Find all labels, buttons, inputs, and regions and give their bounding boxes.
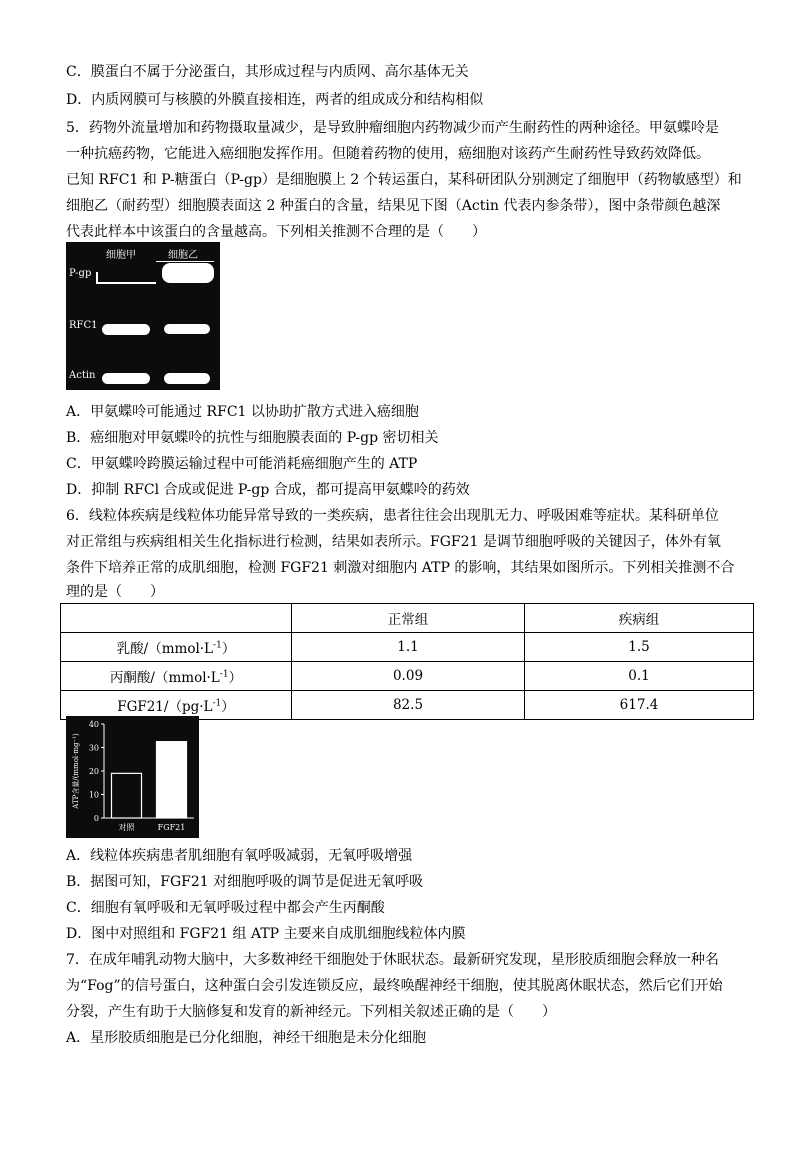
bar-1 — [157, 742, 187, 818]
x-tick-label: 对照 — [118, 823, 135, 832]
option-d-q6: D．图中对照组和 FGF21 组 ATP 主要来自成肌细胞线粒体内膜 — [66, 926, 466, 942]
table-cell: 1.1 — [292, 633, 525, 662]
option-b-q6: B．据图可知，FGF21 对细胞呼吸的调节是促进无氧呼吸 — [66, 874, 424, 890]
blot-line — [156, 261, 214, 262]
option-b-q5: B．癌细胞对甲氨蝶呤的抗性与细胞膜表面的 P-gp 密切相关 — [66, 430, 439, 446]
question-6-stem-1: 6．线粒体疾病是线粒体功能异常导致的一类疾病，患者往往会出现肌无力、呼吸困难等症状。某科研单位 — [66, 508, 719, 524]
option-c-q5: C．甲氨蝶呤跨膜运输过程中可能消耗癌细胞产生的 ATP — [66, 456, 418, 472]
table-row-label: 丙酮酸$/(mmol\cdot L^{-1})$ — [61, 662, 292, 691]
question-5-stem-4: 细胞乙（耐药型）细胞膜表面这 2 种蛋白的含量，结果见下图（Actin 代表内参条带），图中条带颜色越深 — [66, 198, 721, 214]
blot-band-rfc1-cell-b — [164, 324, 210, 334]
option-a-q5: A．甲氨蝶呤可能通过 RFC1 以协助扩散方式进入癌细胞 — [66, 404, 419, 420]
biochem-table — [60, 603, 754, 720]
y-tick-label: 30 — [88, 743, 99, 753]
table-cell: 0.1 — [525, 662, 754, 691]
question-5-stem-5: 代表此样本中该蛋白的含量越高。下列相关推测不合理的是（ ） — [66, 224, 486, 240]
option-d-q5: D．抑制 RFCl 合成或促进 P-gp 合成，都可提高甲氨蝶呤的药效 — [66, 482, 470, 498]
chart-svg — [66, 716, 199, 838]
western-blot-figure — [66, 242, 220, 390]
table-header-cell: 疾病组 — [525, 604, 754, 633]
blot-band-actin-cell-b — [164, 373, 210, 384]
blot-band-rfc1-cell-a — [102, 324, 150, 335]
y-axis-label: ATP含量/(mmol·mg⁻¹) — [72, 733, 80, 809]
question-5-stem-2: 一种抗癌药物，它能进入癌细胞发挥作用。但随着药物的使用，癌细胞对该药产生耐药性导致药效降低。 — [66, 146, 710, 162]
option-a-q6: A．线粒体疾病患者肌细胞有氧呼吸减弱，无氧呼吸增强 — [66, 848, 413, 864]
blot-row-label-actin: Actin — [69, 370, 96, 381]
table-row-label: $FGF21/(pg\cdot L^{-1})$ — [61, 691, 292, 720]
question-7-stem-1: 7．在成年哺乳动物大脑中，大多数神经干细胞处于休眠状态。最新研究发现，星形胶质细胞会释放一种名 — [66, 952, 719, 968]
blot-band-actin-cell-a — [102, 373, 150, 384]
y-tick-label: 40 — [88, 720, 99, 729]
table-row — [61, 662, 754, 691]
question-7-stem-3: 分裂，产生有助于大脑修复和发育的新神经元。下列相关叙述正确的是（ ） — [66, 1004, 556, 1020]
option-c-q4: C．膜蛋白不属于分泌蛋白，其形成过程与内质网、高尔基体无关 — [66, 64, 469, 80]
table-cell: 1.5 — [525, 633, 754, 662]
option-a-q7: A．星形胶质细胞是已分化细胞，神经干细胞是未分化细胞 — [66, 1030, 427, 1046]
table-cell: 82.5 — [292, 691, 525, 720]
blot-col-label-2: 细胞乙 — [168, 250, 198, 261]
blot-row-label-pgp: P-gp — [69, 268, 92, 279]
table-row — [61, 633, 754, 662]
table-header-row — [61, 604, 754, 633]
question-5-stem-1: 5．药物外流量增加和药物摄取量减少，是导致肿瘤细胞内药物减少而产生耐药性的两种途径。甲氨蝶呤是 — [66, 120, 719, 136]
blot-band-pgp-cell-a — [96, 282, 156, 284]
table-cell: 0.09 — [292, 662, 525, 691]
question-5-stem-3: 已知 RFC1 和 P-糖蛋白（P-gp）是细胞膜上 2 个转运蛋白，某科研团队分别测定了细胞甲（药物敏感型）和 — [66, 172, 742, 188]
y-tick-label: 20 — [88, 767, 99, 776]
question-7-stem-2: 为“Fog”的信号蛋白，这种蛋白会引发连锁反应，最终唤醒神经干细胞，使其脱离休眠状态，然后它们开始 — [66, 978, 723, 994]
x-tick-label: FGF21 — [157, 823, 186, 832]
blot-band-pgp-cell-b — [162, 263, 214, 283]
question-6-stem-2: 对正常组与疾病组相关生化指标进行检测，结果如表所示。FGF21 是调节细胞呼吸的关键因子，体外有氧 — [66, 534, 721, 550]
table-cell: 617.4 — [525, 691, 754, 720]
question-6-stem-3: 条件下培养正常的成肌细胞，检测 FGF21 刺激对细胞内 ATP 的影响，其结果如图所示。下列相关推测不合 — [66, 560, 735, 576]
blot-bracket — [96, 272, 98, 284]
question-6-stem-4: 理的是（ ） — [66, 584, 164, 600]
option-d-q4: D．内质网膜可与核膜的外膜直接相连，两者的组成成分和结构相似 — [66, 92, 484, 108]
y-tick-label: 0 — [93, 814, 99, 823]
atp-bar-chart — [66, 716, 199, 838]
blot-col-label-1: 细胞甲 — [106, 250, 136, 261]
bar-0 — [112, 773, 142, 818]
y-tick-label: 10 — [88, 790, 99, 800]
table-header-cell: 正常组 — [292, 604, 525, 633]
table-header-cell — [61, 604, 292, 633]
blot-row-label-rfc1: RFC1 — [69, 320, 98, 331]
option-c-q6: C．细胞有氧呼吸和无氧呼吸过程中都会产生丙酮酸 — [66, 900, 385, 916]
table-row-label: 乳酸$/(mmol\cdot L^{-1})$ — [61, 633, 292, 662]
